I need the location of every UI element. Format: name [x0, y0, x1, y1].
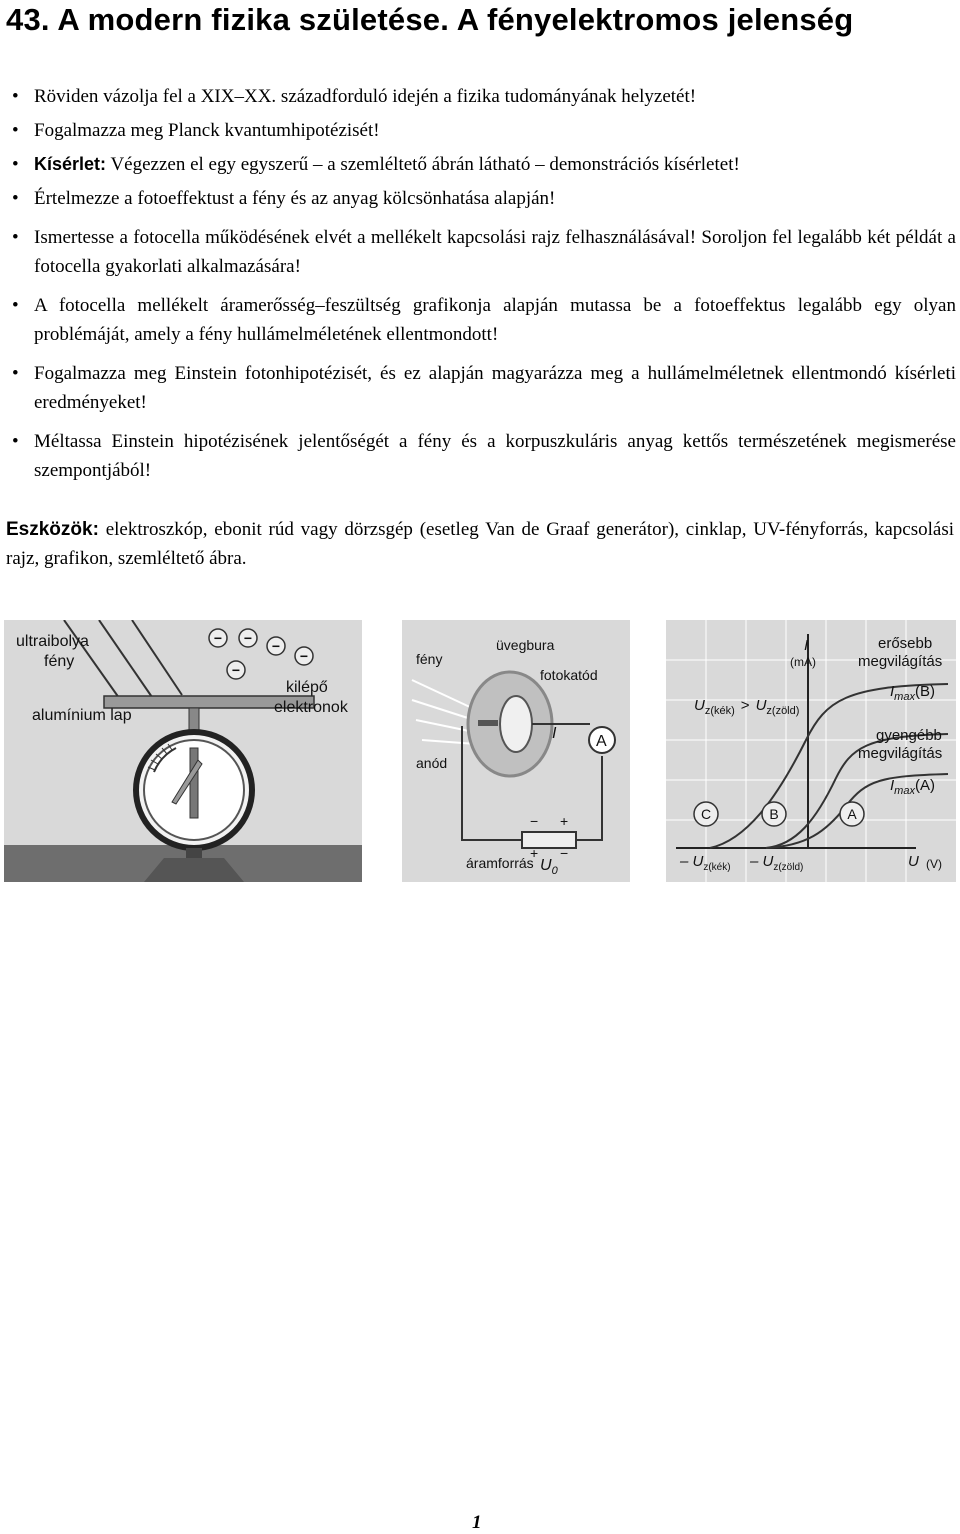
list-item [0, 116, 960, 145]
task-text: Végezzen el egy egyszerű – a szemléltető ábrán látható – demonstrációs kísérletet! [106, 154, 740, 175]
task-text: Méltassa Einstein hipotézisének jelentőségét a fény és a korpuszkuláris anyag kettős természetének megismerése szempontjából! [34, 431, 956, 481]
electron-sign: − [243, 630, 253, 646]
task-text: A fotocella mellékelt áramerősség–feszültség grafikonja alapján mutassa be a fotoeffektus legalább egy olyan problémáját, amely a fény hullámelméletének ellentmondott! [34, 295, 956, 345]
anode [478, 720, 498, 726]
bullet-icon: • [12, 154, 19, 175]
graph-drawing [666, 620, 956, 882]
weaker-light-label: megvilágítás [858, 745, 943, 762]
electrons-label: elektronok [274, 699, 348, 716]
electrons-label: kilépő [286, 679, 328, 696]
current-label: I [552, 725, 557, 742]
task-text: Fogalmazza meg Einstein fotonhipotézisét, és ez alapján magyarázza meg a hullámelméletnek ellentmondó kísérleti eredményeket! [34, 363, 956, 413]
bullet-icon: • [12, 188, 19, 209]
electroscope-stem [190, 748, 198, 818]
relation-label: $U_{z(kék)} > U_{z(zöld)}$ [694, 697, 800, 717]
tick-uz-green: – $U_{z(zöld)}$ [750, 853, 804, 873]
page-title: 43. A modern fizika születése. A fényelektromos jelenség [6, 2, 854, 37]
plate-label: alumínium lap [32, 707, 132, 724]
list-item [0, 427, 960, 485]
tools-label: Eszközök: [6, 519, 99, 540]
list-item [0, 223, 960, 281]
bullet-icon: • [12, 363, 19, 384]
list-item [0, 359, 960, 417]
bullet-icon: • [12, 295, 19, 316]
stronger-light-label: megvilágítás [858, 653, 943, 670]
bullet-icon: • [12, 227, 19, 248]
current-voltage-graph [666, 620, 956, 882]
battery-plus-label: + [560, 813, 569, 829]
list-item [0, 150, 960, 179]
list-item [0, 82, 960, 111]
voltage-minus-label: − [560, 845, 569, 861]
y-axis-label: I [804, 637, 809, 654]
list-item [0, 184, 960, 213]
light-label: fény [416, 651, 443, 667]
weaker-light-label: gyengébb [876, 727, 942, 744]
bullet-icon: • [12, 431, 19, 452]
glass-label: üvegbura [496, 637, 555, 653]
page-number: 1 [472, 1512, 482, 1533]
y-axis-unit: (mA) [790, 655, 816, 669]
tick-uz-blue: – $U_{z(kék)}$ [680, 853, 731, 873]
tools-paragraph [6, 515, 954, 573]
uv-light-label: fény [44, 653, 75, 670]
bullet-icon: • [12, 120, 19, 141]
x-axis-unit: (V) [926, 857, 942, 871]
imax-b-label: $I_{max}(B)$ [890, 683, 935, 703]
photocell-circuit-figure [402, 620, 630, 882]
curve-c-label: C [700, 806, 712, 822]
anode-label: anód [416, 755, 448, 771]
task-text: Értelmezze a fotoeffektust a fény és az anyag kölcsönhatása alapján! [34, 188, 556, 209]
tools-text: elektroszkóp, ebonit rúd vagy dörzsgép (esetleg Van de Graaf generátor), cinklap, UV-fényforrás, kapcsolási rajz, grafikon, szemléltető ábra. [6, 519, 954, 569]
electron-sign: − [271, 638, 281, 654]
electron-sign: − [299, 648, 309, 664]
electroscope-figure [4, 620, 362, 882]
uv-light-label: ultraibolya [16, 633, 89, 650]
electroscope-drawing [4, 620, 362, 882]
voltage-label: $U_0$ [540, 857, 558, 877]
electron-sign: − [213, 630, 223, 646]
bullet-icon: • [12, 86, 19, 107]
curve-a-label: A [847, 806, 857, 822]
x-axis-label: U [908, 853, 919, 870]
photocell-drawing [402, 620, 630, 882]
battery-minus-label: − [530, 813, 539, 829]
voltage-plus-label: + [530, 845, 539, 861]
ammeter-label: A [596, 733, 607, 750]
task-list [0, 82, 960, 485]
cathode-label: fotokatód [540, 667, 598, 683]
stronger-light-label: erősebb [878, 635, 933, 652]
task-label: Kísérlet: [34, 154, 107, 174]
task-text: Ismertesse a fotocella működésének elvét a mellékelt kapcsolási rajz felhasználásával! Soroljon fel legalább két példát a fotocella gyakorlati alkalmazására! [34, 227, 956, 277]
photocathode [500, 696, 532, 752]
task-text: Fogalmazza meg Planck kvantumhipotézisét! [34, 120, 380, 141]
imax-a-label: $I_{max}(A)$ [890, 777, 935, 797]
source-label: áramforrás [466, 855, 534, 871]
task-text: Röviden vázolja fel a XIX–XX. századforduló idején a fizika tudományának helyzetét! [34, 86, 697, 107]
electron-sign: − [231, 662, 241, 678]
list-item [0, 291, 960, 349]
curve-b-label: B [769, 806, 779, 822]
